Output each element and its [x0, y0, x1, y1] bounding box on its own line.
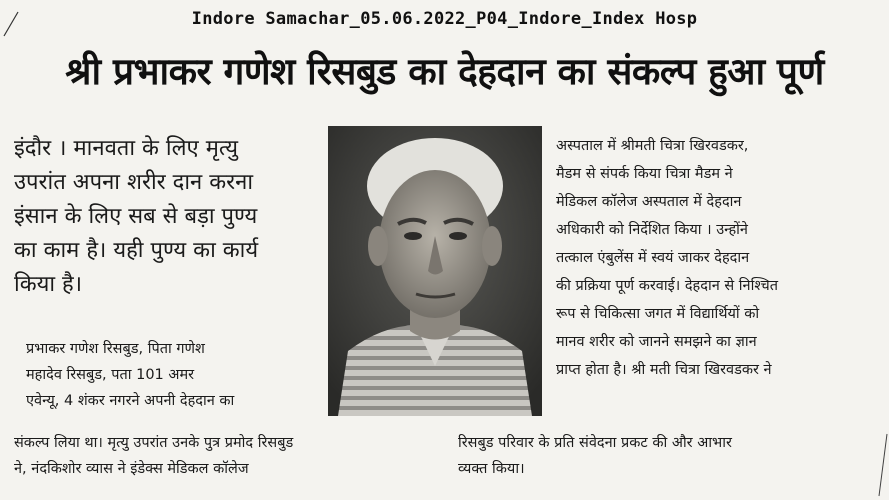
body-line: तत्काल एंबुलेंस में स्वयं जाकर देहदान [556, 250, 750, 266]
body-line: रिसबुड परिवार के प्रति संवेदना प्रकट की और आभार [458, 435, 732, 451]
lead-paragraph [14, 132, 320, 302]
body-line: मेडिकल कॉलेज अस्पताल में देहदान [556, 194, 742, 210]
body-line: एवेन्यू, 4 शंकर नगरने अपनी देहदान का [26, 393, 235, 409]
lead-line: किया है। [14, 272, 83, 297]
body-line: मानव शरीर को जानने समझने का ज्ञान [556, 334, 757, 350]
body-line: महादेव रिसबुड, पता 101 अमर [26, 367, 195, 383]
body-line: अधिकारी को निर्देशित किया । उन्होंने [556, 222, 748, 238]
body-line: व्यक्त किया। [458, 461, 525, 477]
lead-line: उपरांत अपना शरीर दान करना [14, 170, 254, 195]
portrait-photo [328, 126, 542, 416]
body-line: रूप से चिकित्सा जगत में विद्यार्थियों को [556, 306, 760, 322]
body-left-column [26, 336, 320, 414]
body-right-column [556, 132, 866, 384]
body-line: प्रभाकर गणेश रिसबुड, पिता गणेश [26, 341, 205, 357]
headline: श्री प्रभाकर गणेश रिसबुड का देहदान का संकल्प हुआ पूर्ण [65, 50, 824, 93]
body-line: मैडम से संपर्क किया चित्रा मैडम ने [556, 166, 733, 182]
body-bottom-right [458, 430, 868, 482]
corner-scan-mark-right [877, 430, 889, 500]
lead-line: इंदौर । मानवता के लिए मृत्यु [14, 136, 238, 161]
body-line: ने, नंदकिशोर व्यास ने इंडेक्स मेडिकल कॉलेज [14, 461, 249, 477]
lead-line: इंसान के लिए सब से बड़ा पुण्य [14, 204, 258, 229]
clipping-caption: Indore Samachar_05.06.2022_P04_Indore_Index Hosp [191, 9, 698, 29]
body-line: संकल्प लिया था। मृत्यु उपरांत उनके पुत्र प्रमोद रिसबुड [14, 435, 294, 451]
body-bottom-left [14, 430, 434, 482]
lead-line: का काम है। यही पुण्य का कार्य [14, 238, 259, 263]
body-line: अस्पताल में श्रीमती चित्रा खिरवडकर, [556, 138, 749, 154]
body-line: की प्रक्रिया पूर्ण करवाई। देहदान से निश्चित [556, 278, 778, 294]
body-line: प्राप्त होता है। श्री मती चित्रा खिरवडकर ने [556, 362, 772, 378]
